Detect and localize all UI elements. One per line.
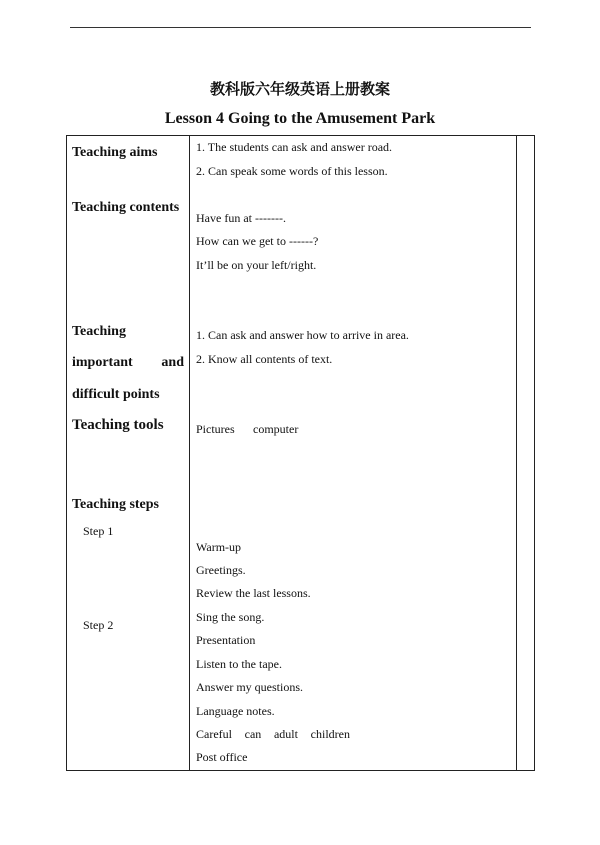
label-step-1: Step 1 — [83, 524, 114, 538]
label-teaching-steps: Teaching steps — [72, 497, 160, 512]
column-divider-right — [516, 136, 517, 770]
vocab-word: children — [310, 727, 350, 741]
step-line: Answer my questions. — [196, 680, 303, 694]
label-teaching-tools: Teaching tools — [72, 417, 164, 433]
vocab-word: Careful — [196, 727, 232, 741]
content-line: Have fun at -------. — [196, 211, 286, 225]
label-important-word: important — [72, 355, 133, 370]
column-divider-left — [189, 136, 190, 770]
aim-line: 2. Can speak some words of this lesson. — [196, 164, 388, 178]
label-teaching-contents: Teaching contents — [72, 200, 180, 215]
lesson-title: Lesson 4 Going to the Amusement Park — [164, 110, 436, 127]
step-line: Review the last lessons. — [196, 586, 311, 600]
tool-item: computer — [253, 422, 299, 436]
label-and-word: and — [161, 355, 184, 370]
vocab-line — [196, 727, 350, 742]
content-line: It’ll be on your left/right. — [196, 258, 317, 272]
important-point-line: 2. Know all contents of text. — [196, 352, 333, 366]
vocab-word: adult — [273, 727, 298, 741]
page-title-chinese: 教科版六年级英语上册教案 — [209, 80, 390, 98]
step-line: Warm-up — [196, 540, 242, 554]
step-line: Post office — [196, 750, 248, 764]
step-line: Sing the song. — [196, 610, 265, 624]
vocab-word: can — [244, 727, 262, 741]
important-point-line: 1. Can ask and answer how to arrive in area. — [196, 328, 409, 342]
label-teaching-important-1: Teaching — [72, 324, 126, 339]
step-line: Greetings. — [196, 563, 246, 577]
top-rule — [70, 27, 531, 28]
tool-item: Pictures — [196, 422, 235, 436]
lesson-plan-table — [66, 135, 535, 771]
aim-line: 1. The students can ask and answer road. — [196, 140, 393, 154]
step-line: Listen to the tape. — [196, 657, 282, 671]
label-teaching-important-2 — [72, 355, 184, 371]
label-difficult-points: difficult points — [72, 387, 160, 402]
label-teaching-aims: Teaching aims — [72, 145, 158, 160]
step-line: Presentation — [196, 633, 256, 647]
label-step-2: Step 2 — [83, 618, 114, 632]
content-line: How can we get to ------? — [196, 234, 319, 248]
step-line: Language notes. — [196, 704, 275, 718]
